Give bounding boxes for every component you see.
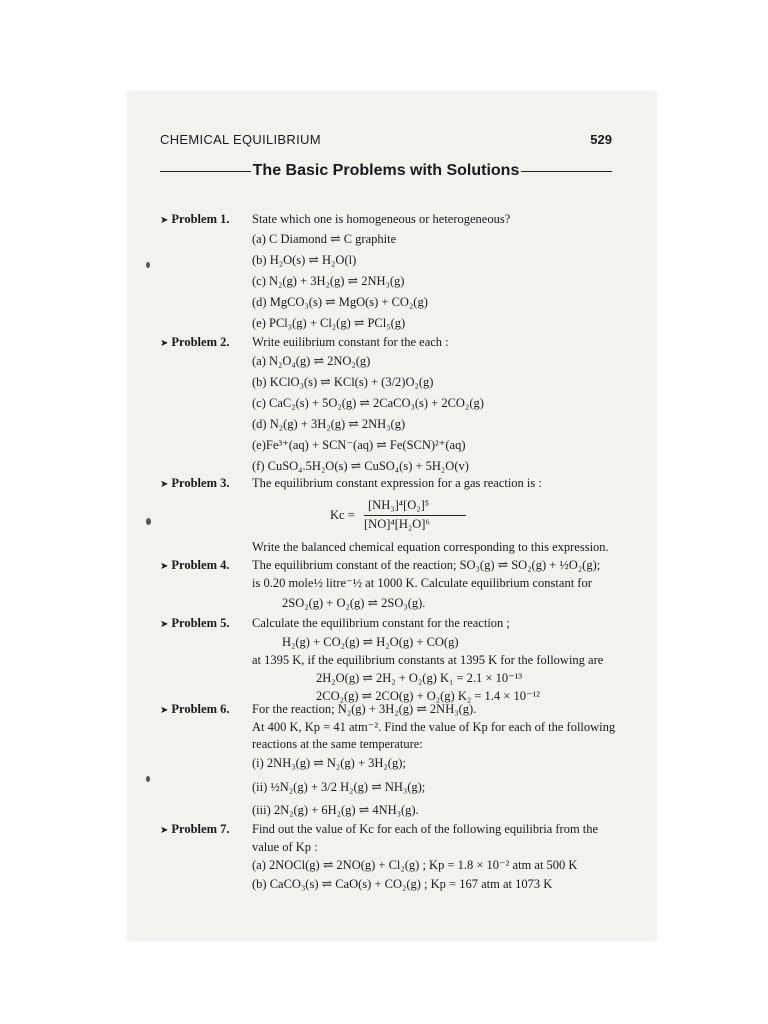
problem-item: (b) H₂O(s) ⇌ H₂O(l) [252, 253, 357, 267]
arrow-bullet-icon: ➤ [160, 705, 169, 716]
problem-text: Calculate the equilibrium constant for the reaction ; [252, 616, 510, 630]
banner-rule-left [160, 171, 251, 172]
problem-label: ➤ Problem 2. [160, 335, 230, 349]
scan-speck [146, 518, 151, 525]
problem-text: The equilibrium constant of the reaction; SO₃(g) ⇌ SO₂(g) + ½O₂(g); [252, 558, 601, 572]
problem-text: At 400 K, Kp = 41 atm⁻². Find the value of Kp for each of the following [252, 720, 616, 734]
arrow-bullet-icon: ➤ [160, 338, 169, 349]
problem-label: ➤ Problem 1. [160, 212, 230, 226]
kc-denominator: [NO]⁴[H₂O]⁶ [364, 517, 430, 531]
arrow-bullet-icon: ➤ [160, 619, 169, 630]
problem-label: ➤ Problem 7. [160, 822, 230, 836]
equation: 2H₂O(g) ⇌ 2H₂ + O₂(g) K₁ = 2.1 × 10⁻¹³ [316, 671, 523, 685]
scan-speck [146, 776, 150, 782]
problem-item: (a) 2NOCl(g) ⇌ 2NO(g) + Cl₂(g) ; Kp = 1.8 × 10⁻² atm at 500 K [252, 858, 578, 872]
problem-label: ➤ Problem 4. [160, 558, 230, 572]
running-header [160, 132, 612, 150]
problem-item: (b) CaCO₃(s) ⇌ CaO(s) + CO₂(g) ; Kp = 167 atm at 1073 K [252, 877, 553, 891]
problem-item: (e) PCl₃(g) + Cl₂(g) ⇌ PCl₅(g) [252, 316, 406, 330]
section-banner [160, 160, 612, 182]
equation: 2CO₂(g) ⇌ 2CO(g) + O₂(g) K₂ = 1.4 × 10⁻¹² [316, 689, 541, 703]
arrow-bullet-icon: ➤ [160, 561, 169, 572]
problem-text: For the reaction; N₂(g) + 3H₂(g) ⇌ 2NH₃(g). [252, 702, 477, 716]
problem-item: (c) N₂(g) + 3H₂(g) ⇌ 2NH₃(g) [252, 274, 405, 288]
problem-item: (d) MgCO₃(s) ⇌ MgO(s) + CO₂(g) [252, 295, 428, 309]
equation: 2SO₂(g) + O₂(g) ⇌ 2SO₃(g). [282, 596, 426, 610]
problem-text: value of Kp : [252, 840, 318, 854]
problem-text: Write euilibrium constant for the each : [252, 335, 449, 349]
problem-text: at 1395 K, if the equilibrium constants at 1395 K for the following are [252, 653, 604, 667]
problem-item: (a) N₂O₄(g) ⇌ 2NO₂(g) [252, 354, 371, 368]
problem-text: is 0.20 mole½ litre⁻½ at 1000 K. Calculate equilibrium constant for [252, 576, 592, 590]
problem-item: (ii) ½N₂(g) + 3/2 H₂(g) ⇌ NH₃(g); [252, 780, 426, 794]
problem-label: ➤ Problem 6. [160, 702, 230, 716]
equation: H₂(g) + CO₂(g) ⇌ H₂O(g) + CO(g) [282, 635, 459, 649]
chapter-title: CHEMICAL EQUILIBRIUM [160, 132, 321, 147]
problem-item: (i) 2NH₃(g) ⇌ N₂(g) + 3H₂(g); [252, 756, 406, 770]
problem-text: State which one is homogeneous or heterogeneous? [252, 212, 511, 226]
problem-item: (f) CuSO₄.5H₂O(s) ⇌ CuSO₄(s) + 5H₂O(v) [252, 459, 469, 473]
section-title: The Basic Problems with Solutions [252, 162, 520, 179]
kc-numerator: [NH₃]⁴[O₂]⁵ [368, 498, 430, 512]
arrow-bullet-icon: ➤ [160, 215, 169, 226]
problem-item: (iii) 2N₂(g) + 6H₂(g) ⇌ 4NH₃(g). [252, 803, 419, 817]
problem-item: (d) N₂(g) + 3H₂(g) ⇌ 2NH₃(g) [252, 417, 406, 431]
banner-rule-right [521, 171, 612, 172]
scan-speck [146, 262, 150, 268]
problem-label: ➤ Problem 5. [160, 616, 230, 630]
problem-item: (b) KClO₃(s) ⇌ KCl(s) + (3/2)O₂(g) [252, 375, 434, 389]
page-number: 529 [590, 132, 612, 147]
kc-symbol: Kc = [330, 508, 355, 522]
problem-item: (e)Fe³⁺(aq) + SCN⁻(aq) ⇌ Fe(SCN)²⁺(aq) [252, 438, 466, 452]
fraction-bar [364, 515, 466, 516]
problem-label: ➤ Problem 3. [160, 476, 230, 490]
arrow-bullet-icon: ➤ [160, 479, 169, 490]
problem-item: (c) CaC₂(s) + 5O₂(g) ⇌ 2CaCO₃(s) + 2CO₂(g) [252, 396, 484, 410]
problem-text: Write the balanced chemical equation corresponding to this expression. [252, 540, 609, 554]
problem-item: (a) C Diamond ⇌ C graphite [252, 232, 397, 246]
problem-text: The equilibrium constant expression for a gas reaction is : [252, 476, 542, 490]
problem-text: reactions at the same temperature: [252, 737, 423, 751]
problem-text: Find out the value of Kc for each of the following equilibria from the [252, 822, 599, 836]
arrow-bullet-icon: ➤ [160, 825, 169, 836]
